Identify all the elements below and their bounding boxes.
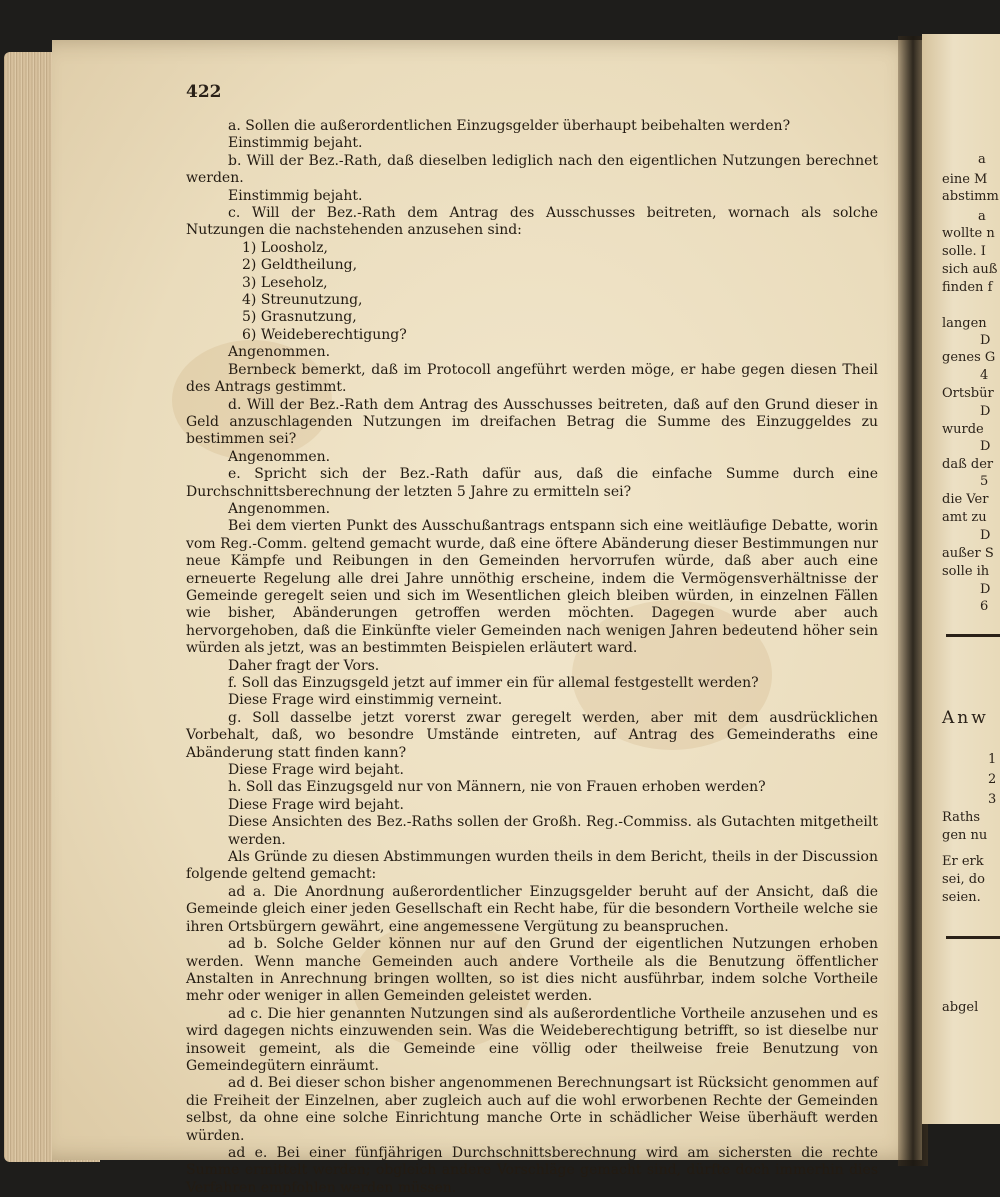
text-paragraph: Daher fragt der Vors. — [228, 657, 380, 674]
text-paragraph: e. Spricht sich der Bez.-Rath dafür aus, daß die einfache Summe durch eine Durchschnittsberechnung der letzten 5 Jahre zu ermitteln sei? — [186, 466, 878, 500]
right-page-text: abstimm — [942, 189, 999, 204]
text-paragraph: c. Will der Bez.-Rath dem Antrag des Ausschusses beitreten, wornach als solche Nutzungen die nachstehenden anzusehen sind: — [186, 205, 878, 239]
right-page-text: Raths — [942, 810, 981, 825]
text-paragraph: b. Will der Bez.-Rath, daß dieselben lediglich nach den eigentlichen Nutzungen berechnet werden. — [186, 152, 878, 187]
right-page-text: Anw — [942, 708, 989, 728]
right-page-text: Ortsbür — [942, 386, 994, 401]
text-paragraph: Diese Frage wird bejaht. — [228, 762, 404, 779]
right-page-text: sei, do — [942, 872, 985, 887]
text-paragraph: Diese Frage wird bejaht. — [228, 796, 404, 813]
text-paragraph: 1) Loosholz, — [242, 239, 328, 256]
text-paragraph: a. Sollen die außerordentlichen Einzugsgelder überhaupt beibehalten werden? — [228, 118, 791, 134]
right-page-text: D — [980, 582, 991, 597]
text-paragraph: Einstimmig bejaht. — [228, 187, 363, 204]
right-page-text: D — [980, 439, 991, 454]
text-paragraph: Als Gründe zu diesen Abstimmungen wurden theils in dem Bericht, theils in der Discussion folgende geltend gemacht: — [186, 849, 878, 883]
right-page-text: außer S — [942, 546, 994, 561]
text-paragraph: Diese Ansichten des Bez.-Raths sollen der Großh. Reg.-Commiss. als Gutachten mitgetheilt werden. — [228, 814, 878, 848]
right-page-text: seien. — [942, 890, 981, 905]
right-page-text: die Ver — [942, 492, 989, 507]
text-paragraph: f. Soll das Einzugsgeld jetzt auf immer ein für allemal festgestellt werden? — [228, 675, 759, 691]
right-page-text: a — [978, 209, 986, 224]
right-page-text: daß der — [942, 457, 994, 472]
right-page-text: D — [980, 404, 991, 419]
text-paragraph: 3) Leseholz, — [242, 274, 328, 291]
right-page-text: eine M — [942, 172, 988, 187]
text-paragraph: ad c. Die hier genannten Nutzungen sind als außerordentliche Vortheile anzusehen und es wird dagegen nichts einzuwenden sein. Was die Weideberechtigung betrifft, so ist dieselbe nur insoweit gemeint, als die Gemeinde eine völlig oder theilweise freie Benutzung von Gemeindegütern einräumt. — [186, 1005, 878, 1074]
text-paragraph: g. Soll dasselbe jetzt vorerst zwar geregelt werden, aber mit dem ausdrücklichen Vorbehalt, daß, wo besondre Umstände eintreten, auf Antrag des Gemeinderaths eine Abänderung statt finden kann? — [186, 709, 878, 761]
right-page-text: sich auß — [942, 262, 998, 277]
right-page-text: genes G — [942, 350, 996, 365]
right-page-text: 4 — [980, 368, 989, 383]
right-page-text: 2 — [988, 772, 997, 787]
main-text-column — [186, 118, 878, 1197]
horizontal-rule — [946, 936, 1000, 939]
text-paragraph: 5) Grasnutzung, — [242, 309, 357, 326]
text-paragraph: 2) Geldtheilung, — [242, 257, 358, 274]
right-page-text: solle ih — [942, 564, 990, 579]
right-page-text: 3 — [988, 792, 997, 807]
text-paragraph: Angenommen. — [228, 344, 331, 361]
text-paragraph: ad e. Bei einer fünfjährigen Durchschnittsberechnung wird am sichersten die rechte Summe ermittelt werden; obgleich andere Vorschläge gemacht sind, dürfte doch immerhin dies Verfahren empfohlen werden müssen. — [186, 1144, 878, 1196]
horizontal-rule — [946, 634, 1000, 637]
text-paragraph: Angenommen. — [228, 448, 331, 465]
text-paragraph: d. Will der Bez.-Rath dem Antrag des Ausschusses beitreten, daß auf den Grund dieser in Geld anzuschlagenden Nutzungen im dreifachen Betrag die Summe des Einzuggeldes zu bestimmen sei? — [186, 396, 878, 448]
right-page-text: langen — [942, 316, 987, 331]
text-paragraph: ad b. Solche Gelder können nur auf den Grund der eigentlichen Nutzungen erhoben werden. Wenn manche Gemeinden auch andere Vortheile als die Benutzung öffentlicher Anstalten in Anrechnung bringen wollten, so ist dies nicht ausführbar, indem solche Vortheile mehr oder weniger in allen Gemeinden geleistet werden. — [186, 936, 878, 1005]
text-paragraph: Bei dem vierten Punkt des Ausschußantrags entspann sich eine weitläufige Debatte, worin vom Reg.-Comm. geltend gemacht wurde, daß eine öftere Abänderung dieser Bestimmungen nur neue Kämpfe und Reibungen in den Gemeinden hervorrufen würde, daß aber auch eine erneuerte Regelung alle drei Jahre unnöthig erscheine, indem die Vermögensverhältnisse der Gemeinde geregelt seien und sich im Wesentlichen gleich bleiben würden, in einzelnen Fällen wie bisher, Abänderungen getroffen werden möchten. Dagegen wurde aber auch hervorgehoben, daß die Einkünfte vieler Gemeinden nach wenigen Jahren bedeutend höher sein würden als jetzt, was an bestimmten Beispielen erläutert ward. — [186, 518, 878, 657]
page-number: 422 — [186, 82, 222, 102]
right-page-text: wollte n — [942, 226, 995, 241]
text-paragraph: 4) Streunutzung, — [242, 292, 363, 309]
right-page-text: D — [980, 528, 991, 543]
text-paragraph: ad a. Die Anordnung außerordentlicher Einzugsgelder beruht auf der Ansicht, daß die Gemeinde gleich einer jeden Gesellschaft ein Recht habe, für die besondern Vortheile welche sie ihren Ortsbürgern gewährt, eine angemessene Vergütung zu beanspruchen. — [186, 883, 878, 935]
right-page-text: abgel — [942, 1000, 979, 1015]
text-paragraph: Einstimmig bejaht. — [228, 135, 363, 152]
text-paragraph: Angenommen. — [228, 500, 331, 517]
right-page-text: wurde — [942, 422, 984, 437]
right-page-text: a — [978, 152, 986, 167]
text-paragraph: 6) Weideberechtigung? — [242, 326, 407, 343]
right-page-text: amt zu — [942, 510, 987, 525]
right-page-text: 6 — [980, 599, 989, 614]
text-paragraph: h. Soll das Einzugsgeld nur von Männern, nie von Frauen erhoben werden? — [228, 779, 766, 796]
right-page-text: 1 — [988, 752, 997, 767]
text-paragraph: Bernbeck bemerkt, daß im Protocoll angeführt werden möge, er habe gegen diesen Theil des Antrags gestimmt. — [186, 361, 878, 396]
right-page-text: D — [980, 333, 991, 348]
right-page-fragment — [922, 34, 1000, 1124]
right-page-text: Er erk — [942, 854, 984, 869]
right-page-text: solle. I — [942, 244, 986, 259]
right-page-text: 5 — [980, 474, 989, 489]
text-paragraph: Diese Frage wird einstimmig verneint. — [228, 692, 503, 709]
right-page-text: gen nu — [942, 828, 988, 843]
right-page-text: finden f — [942, 280, 993, 295]
text-paragraph: ad d. Bei dieser schon bisher angenommenen Berechnungsart ist Rücksicht genommen auf die Freiheit der Einzelnen, aber zugleich auch auf die wohl erworbenen Rechte der Gemeinden selbst, da ohne eine solche Einrichtung manche Orte in schädlicher Weise überhäuft werden würden. — [186, 1075, 878, 1144]
